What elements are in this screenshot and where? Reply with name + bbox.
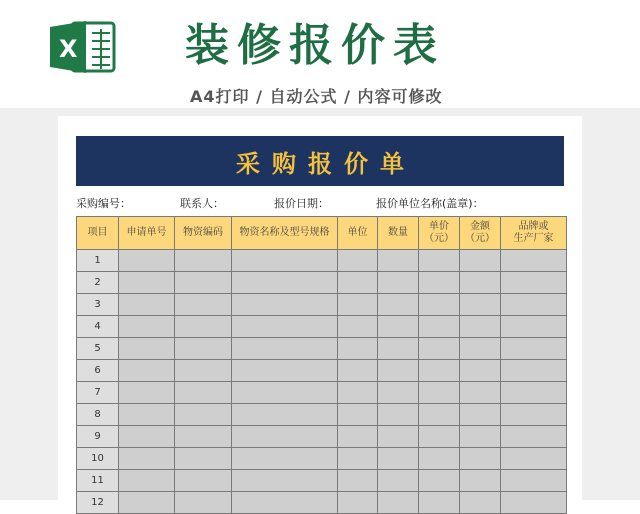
table-cell[interactable] xyxy=(501,404,567,426)
table-cell[interactable] xyxy=(460,382,501,404)
table-cell[interactable] xyxy=(338,492,378,514)
table-cell[interactable] xyxy=(338,426,378,448)
row-number: 1 xyxy=(77,250,119,272)
row-number: 6 xyxy=(77,360,119,382)
row-number: 8 xyxy=(77,404,119,426)
table-row xyxy=(77,294,567,316)
table-cell[interactable] xyxy=(419,250,460,272)
table-cell[interactable] xyxy=(501,294,567,316)
table-cell[interactable] xyxy=(175,294,232,316)
table-cell[interactable] xyxy=(232,448,338,470)
table-row xyxy=(77,338,567,360)
table-cell[interactable] xyxy=(232,470,338,492)
table-cell[interactable] xyxy=(175,470,232,492)
table-cell[interactable] xyxy=(232,426,338,448)
quote-company-label: 报价单位名称(盖章)： xyxy=(376,197,484,210)
table-row xyxy=(77,492,567,514)
table-cell[interactable] xyxy=(232,250,338,272)
table-cell[interactable] xyxy=(378,448,419,470)
column-header: 物资编码 xyxy=(175,217,232,250)
table-cell[interactable] xyxy=(119,492,175,514)
table-cell[interactable] xyxy=(338,316,378,338)
table-header-row xyxy=(77,217,567,250)
table-cell[interactable] xyxy=(378,360,419,382)
column-header: 申请单号 xyxy=(119,217,175,250)
table-cell[interactable] xyxy=(119,360,175,382)
sheet-title: 采购报价单 xyxy=(236,148,416,178)
table-cell[interactable] xyxy=(232,404,338,426)
page-header xyxy=(0,0,640,108)
table-cell[interactable] xyxy=(460,470,501,492)
table-cell[interactable] xyxy=(119,294,175,316)
table-cell[interactable] xyxy=(419,492,460,514)
table-cell[interactable] xyxy=(378,338,419,360)
table-row xyxy=(77,382,567,404)
table-cell[interactable] xyxy=(119,338,175,360)
table-cell[interactable] xyxy=(378,404,419,426)
excel-icon xyxy=(48,19,118,75)
spreadsheet-page xyxy=(58,116,582,508)
row-number: 2 xyxy=(77,272,119,294)
row-number: 10 xyxy=(77,448,119,470)
table-cell[interactable] xyxy=(175,448,232,470)
table-cell[interactable] xyxy=(119,426,175,448)
table-row xyxy=(77,316,567,338)
table-cell[interactable] xyxy=(460,360,501,382)
table-cell[interactable] xyxy=(419,294,460,316)
quote-date-label: 报价日期： xyxy=(274,197,329,210)
table-cell[interactable] xyxy=(232,294,338,316)
table-row xyxy=(77,448,567,470)
row-number: 4 xyxy=(77,316,119,338)
table-cell[interactable] xyxy=(338,404,378,426)
table-cell[interactable] xyxy=(419,470,460,492)
table-cell[interactable] xyxy=(460,294,501,316)
table-cell[interactable] xyxy=(119,470,175,492)
quote-table xyxy=(76,216,567,514)
table-row xyxy=(77,426,567,448)
table-cell[interactable] xyxy=(232,316,338,338)
table-row xyxy=(77,470,567,492)
table-cell[interactable] xyxy=(175,492,232,514)
table-cell[interactable] xyxy=(460,250,501,272)
page-title: 装修报价表 xyxy=(185,20,445,71)
page-subtitle: A4打印 / 自动公式 / 内容可修改 xyxy=(190,87,443,106)
table-cell[interactable] xyxy=(460,316,501,338)
table-cell[interactable] xyxy=(175,338,232,360)
table-cell[interactable] xyxy=(501,470,567,492)
column-header: 数量 xyxy=(378,217,419,250)
table-cell[interactable] xyxy=(419,382,460,404)
table-cell[interactable] xyxy=(338,382,378,404)
table-cell[interactable] xyxy=(501,338,567,360)
table-cell[interactable] xyxy=(501,426,567,448)
table-cell[interactable] xyxy=(175,404,232,426)
table-cell[interactable] xyxy=(119,448,175,470)
table-cell[interactable] xyxy=(501,492,567,514)
table-row xyxy=(77,404,567,426)
purchase-no-label: 采购编号： xyxy=(76,197,131,210)
table-cell[interactable] xyxy=(501,360,567,382)
table-cell[interactable] xyxy=(338,338,378,360)
table-row xyxy=(77,250,567,272)
table-cell[interactable] xyxy=(175,426,232,448)
table-cell[interactable] xyxy=(119,250,175,272)
table-cell[interactable] xyxy=(338,470,378,492)
row-number: 5 xyxy=(77,338,119,360)
table-cell[interactable] xyxy=(378,382,419,404)
column-header: 物资名称及型号规格 xyxy=(232,217,338,250)
table-cell[interactable] xyxy=(175,316,232,338)
column-header: 项目 xyxy=(77,217,119,250)
row-number: 9 xyxy=(77,426,119,448)
row-number: 11 xyxy=(77,470,119,492)
table-cell[interactable] xyxy=(175,360,232,382)
table-cell[interactable] xyxy=(232,272,338,294)
table-cell[interactable] xyxy=(338,294,378,316)
table-cell[interactable] xyxy=(175,272,232,294)
table-cell[interactable] xyxy=(419,360,460,382)
table-cell[interactable] xyxy=(501,272,567,294)
table-cell[interactable] xyxy=(501,382,567,404)
column-header: 金额 （元） xyxy=(460,217,501,250)
table-cell[interactable] xyxy=(232,338,338,360)
table-cell[interactable] xyxy=(378,250,419,272)
table-cell[interactable] xyxy=(419,404,460,426)
table-cell[interactable] xyxy=(460,426,501,448)
table-cell[interactable] xyxy=(419,338,460,360)
table-cell[interactable] xyxy=(460,404,501,426)
table-cell[interactable] xyxy=(501,316,567,338)
table-cell[interactable] xyxy=(378,316,419,338)
table-cell[interactable] xyxy=(175,382,232,404)
row-number: 3 xyxy=(77,294,119,316)
table-cell[interactable] xyxy=(175,250,232,272)
table-cell[interactable] xyxy=(378,470,419,492)
table-row xyxy=(77,272,567,294)
row-number: 12 xyxy=(77,492,119,514)
table-cell[interactable] xyxy=(460,492,501,514)
column-header: 品牌或 生产厂家 xyxy=(501,217,567,250)
table-cell[interactable] xyxy=(119,272,175,294)
table-cell[interactable] xyxy=(378,294,419,316)
table-cell[interactable] xyxy=(232,492,338,514)
table-cell[interactable] xyxy=(419,448,460,470)
table-cell[interactable] xyxy=(460,338,501,360)
table-cell[interactable] xyxy=(119,316,175,338)
table-cell[interactable] xyxy=(338,448,378,470)
table-cell[interactable] xyxy=(419,316,460,338)
table-cell[interactable] xyxy=(419,272,460,294)
table-cell[interactable] xyxy=(338,250,378,272)
info-row xyxy=(76,186,564,216)
table-cell[interactable] xyxy=(378,426,419,448)
column-header: 单价 （元） xyxy=(419,217,460,250)
table-cell[interactable] xyxy=(501,250,567,272)
excel-logo-letter: X xyxy=(59,35,78,63)
table-cell[interactable] xyxy=(338,360,378,382)
sheet-banner xyxy=(76,136,564,186)
table-cell[interactable] xyxy=(460,448,501,470)
table-cell[interactable] xyxy=(378,272,419,294)
column-header: 单位 xyxy=(338,217,378,250)
table-cell[interactable] xyxy=(119,382,175,404)
preview-area xyxy=(0,108,640,508)
table-cell[interactable] xyxy=(501,448,567,470)
table-cell[interactable] xyxy=(232,360,338,382)
table-cell[interactable] xyxy=(338,272,378,294)
table-cell[interactable] xyxy=(419,426,460,448)
row-number: 7 xyxy=(77,382,119,404)
contact-label: 联系人： xyxy=(180,197,224,210)
table-cell[interactable] xyxy=(460,272,501,294)
table-row xyxy=(77,360,567,382)
table-cell[interactable] xyxy=(119,404,175,426)
table-cell[interactable] xyxy=(378,492,419,514)
table-cell[interactable] xyxy=(232,382,338,404)
